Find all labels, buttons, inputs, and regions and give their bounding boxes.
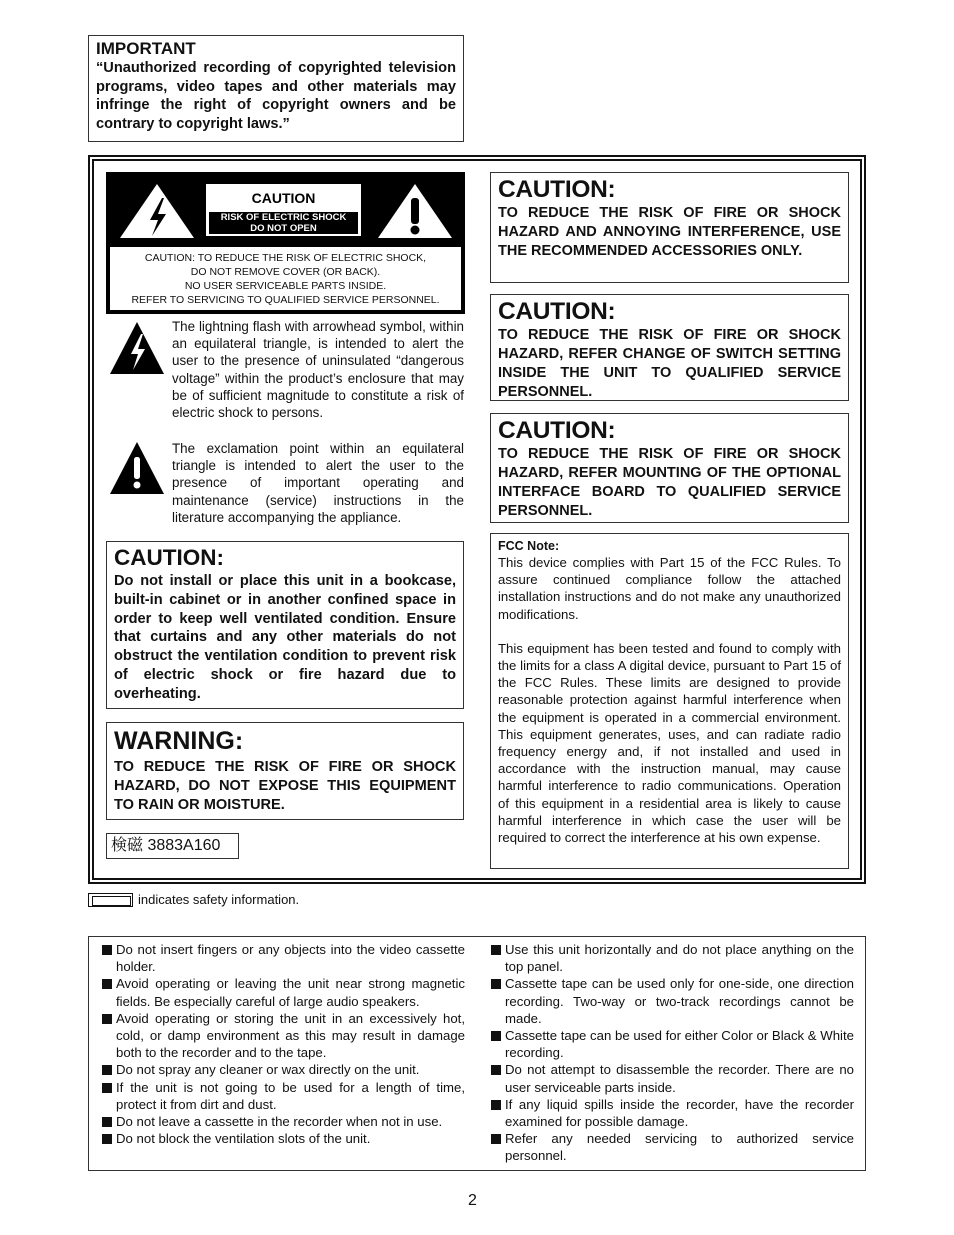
caution-text: TO REDUCE THE RISK OF FIRE OR SHOCK HAZARD AND ANNOYING INTERFERENCE, USE THE RECOMMENDED ACCESSORIES ONLY. — [498, 205, 841, 259]
important-heading: IMPORTANT — [96, 39, 196, 58]
fcc-note-box — [490, 533, 849, 869]
exclamation-warning-icon — [376, 182, 454, 240]
caution-label-caption — [206, 184, 361, 236]
tips-right-column — [490, 941, 854, 1165]
label-line: REFER TO SERVICING TO QUALIFIED SERVICE PERSONNEL. — [131, 294, 440, 306]
exclamation-symbol-text: The exclamation point within an equilateral triangle is intended to alert the user to the presence of important operating and maintenance (service) instructions in the literature accompanying the appliance. — [172, 441, 464, 525]
risk-line-1: RISK OF ELECTRIC SHOCK — [220, 212, 347, 223]
caution-ventilation-box — [106, 541, 464, 709]
label-line: CAUTION: TO REDUCE THE RISK OF ELECTRIC SHOCK, — [144, 252, 427, 264]
caution-text: TO REDUCE THE RISK OF FIRE OR SHOCK HAZARD, REFER CHANGE OF SWITCH SETTING INSIDE THE UNIT TO QUALIFIED SERVICE PERSONNEL. — [498, 327, 841, 400]
list-item: Do not spray any cleaner or wax directly on the unit. — [101, 1061, 465, 1078]
list-item: Do not attempt to disassemble the recorder. There are no user serviceable parts inside. — [490, 1061, 854, 1095]
list-item: Do not block the ventilation slots of the unit. — [101, 1130, 465, 1147]
exclamation-symbol-icon — [108, 440, 166, 496]
important-notice — [88, 35, 464, 142]
list-item: Do not insert fingers or any objects into the video cassette holder. — [101, 941, 465, 975]
lightning-symbol-text: The lightning flash with arrowhead symbol, within an equilateral triangle, is intended to alert the user to the presence of uninsulated “dangerous voltage” within the product’s enclosure that may be of sufficient magnitude to constitute a risk of electric shock to persons. — [172, 319, 464, 421]
caution-accessories-box — [490, 172, 849, 283]
list-item: Refer any needed servicing to authorized service personnel. — [490, 1130, 854, 1164]
list-item: Use this unit horizontally and do not place anything on the top panel. — [490, 941, 854, 975]
fcc-paragraph-2: This equipment has been tested and found to comply with the limits for a class A digital device, pursuant to Part 15 of the FCC Rules. These limits are designed to provide reasonable protection against harmful interference when the equipment is operated in a commercial environment. This equipment generates, uses, and can radiate radio frequency energy and, if not installed and used in accordance with the instruction manual, may cause harmful interference to radio communications. Operation of this equipment in a residential area is likely to cause harmful interference in which case the user will be required to correct the interference at his own expense. — [498, 640, 841, 846]
warning-box — [106, 722, 464, 820]
caution-label — [106, 172, 465, 314]
caution-interface-box — [490, 413, 849, 523]
important-text: “Unauthorized recording of copyrighted television programs, video tapes and other materials may infringe the right of copyright owners and be contrary to copyright laws.” — [96, 60, 456, 132]
warning-heading: WARNING: — [114, 727, 244, 755]
lightning-warning-icon — [118, 182, 196, 240]
caution-label-title: CAUTION — [251, 190, 316, 206]
approval-number: 検磁 3883A160 — [106, 833, 239, 859]
caution-heading: CAUTION: — [498, 417, 616, 444]
risk-line-2: DO NOT OPEN — [250, 223, 317, 234]
safety-frame-symbol — [88, 893, 133, 907]
list-item: Avoid operating or storing the unit in an excessively hot, cold, or damp environment as this may result in damage both to the recorder and to the tape. — [101, 1010, 465, 1062]
tips-left-column — [101, 941, 465, 1147]
safety-indicator-text: indicates safety information. — [138, 892, 300, 907]
list-item: Do not leave a cassette in the recorder when not in use. — [101, 1113, 465, 1130]
caution-heading: CAUTION: — [114, 545, 224, 570]
label-line: NO USER SERVICEABLE PARTS INSIDE. — [184, 280, 387, 292]
warning-text: TO REDUCE THE RISK OF FIRE OR SHOCK HAZARD, DO NOT EXPOSE THIS EQUIPMENT TO RAIN OR MOISTURE. — [114, 759, 456, 813]
caution-label-header — [110, 176, 461, 244]
lightning-symbol-icon — [108, 320, 166, 376]
fcc-paragraph-1: This device complies with Part 15 of the FCC Rules. To assure continued compliance follow the attached installation instructions and do not make any unauthorized modifications. — [498, 555, 841, 622]
caution-heading: CAUTION: — [498, 298, 616, 325]
handling-tips-box — [88, 936, 866, 1171]
page-number: 2 — [468, 1192, 477, 1209]
list-item: If any liquid spills inside the recorder, have the recorder examined for possible damage. — [490, 1096, 854, 1130]
list-item: Avoid operating or leaving the unit near strong magnetic fields. Be especially careful of large audio speakers. — [101, 975, 465, 1009]
list-item: Cassette tape can be used only for one-side, one direction recording. Two-way or two-track recordings cannot be made. — [490, 975, 854, 1027]
caution-text: Do not install or place this unit in a bookcase, built-in cabinet or in another confined space in order to keep well ventilated condition. Ensure that curtains and any other materials do not obstruct the ventilation condition to prevent risk of electric shock or fire hazard due to overheating. — [114, 573, 456, 702]
caution-switch-box — [490, 294, 849, 401]
label-line: DO NOT REMOVE COVER (OR BACK). — [190, 266, 381, 278]
fcc-heading: FCC Note: — [498, 539, 560, 553]
list-item: Cassette tape can be used for either Color or Black & White recording. — [490, 1027, 854, 1061]
caution-heading: CAUTION: — [498, 176, 616, 203]
caution-text: TO REDUCE THE RISK OF FIRE OR SHOCK HAZARD, REFER MOUNTING OF THE OPTIONAL INTERFACE BOARD TO QUALIFIED SERVICE PERSONNEL. — [498, 446, 841, 519]
list-item: If the unit is not going to be used for a length of time, protect it from dirt and dust. — [101, 1079, 465, 1113]
caution-label-text — [110, 244, 461, 310]
caution-label-risk — [209, 212, 358, 234]
